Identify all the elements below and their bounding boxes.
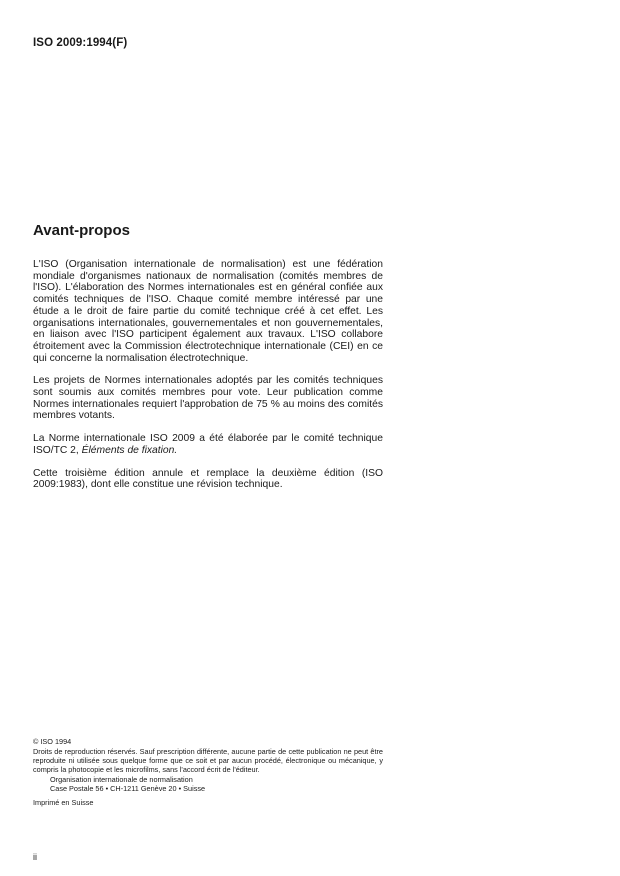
paragraph-iso-intro: L'ISO (Organisation internationale de normalisation) est une fédération mondiale d'organismes nationaux de normalisation (comités membres de l'ISO). L'élaboration des Normes internationales est en général confiée aux comités techniques de l'ISO. Chaque comité membre intéressé par une étude a le droit de faire partie du comité technique créé à cet effet. Les organisations internationales, gouvernementales et non gouvernementales, en liaison avec l'ISO participent également aux travaux. L'ISO collabore étroitement avec la Commission électrotechnique internationale (CEI) en ce qui concerne la normalisation électrotechnique. [33, 259, 383, 364]
committee-text: La Norme internationale ISO 2009 a été élaborée par le comité technique ISO/TC 2, [33, 433, 383, 456]
paragraph-edition: Cette troisième édition annule et remplace la deuxième édition (ISO 2009:1983), dont elle constitue une révision technique. [33, 467, 383, 491]
rights-notice: Droits de reproduction réservés. Sauf prescription différente, aucune partie de cette publication ne peut être reproduite ni utilisée sous quelque forme que ce soit et par aucun procédé, électronique ou mécanique, y compris la photocopie et les microfilms, sans l'accord écrit de l'éditeur. [33, 747, 383, 774]
committee-title: Éléments de fixation. [81, 444, 178, 456]
publisher-address: Case Postale 56 • CH-1211 Genève 20 • Suisse [50, 784, 206, 793]
paragraph-voting: Les projets de Normes internationales adoptés par les comités techniques sont soumis aux comités membres pour vote. Leur publication comme Normes internationales requiert l'approbation de 75 % au moins des comités membres votants. [33, 375, 383, 422]
publisher-name: Organisation internationale de normalisation [50, 775, 193, 784]
paragraph-committee [33, 433, 383, 456]
document-identifier: ISO 2009:1994(F) [33, 37, 128, 49]
copyright-footer [33, 737, 383, 807]
foreword-body [33, 259, 383, 502]
copyright-line: © ISO 1994 [33, 737, 72, 746]
page-number: ii [33, 852, 37, 862]
section-title: Avant-propos [33, 222, 130, 239]
printed-in: Imprimé en Suisse [33, 798, 94, 807]
